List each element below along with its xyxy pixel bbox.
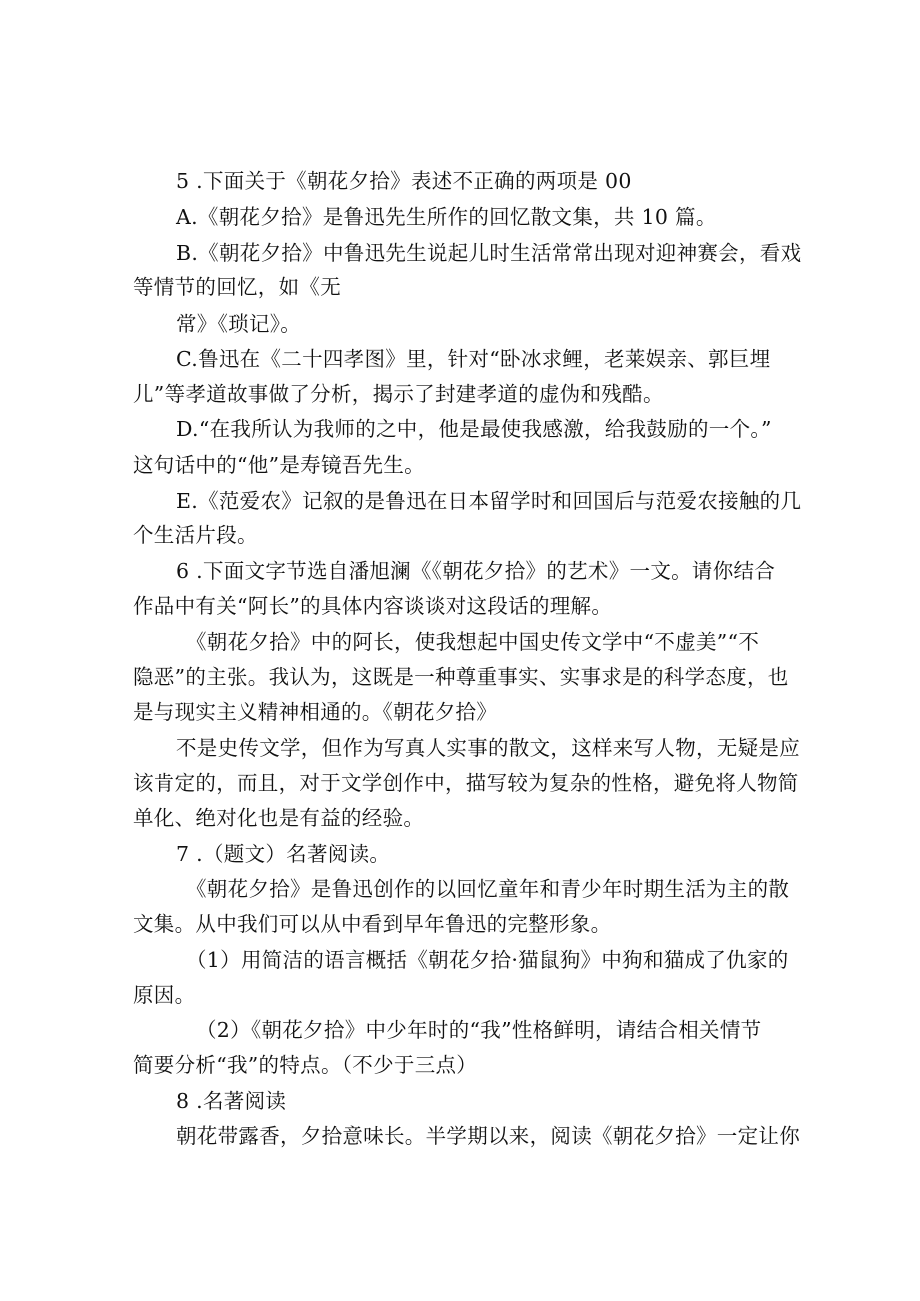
quote-paragraph-cont: 不是史传文学，但作为写真人实事的散文，这样来写人物，无疑是应 [176,736,800,760]
option-d-text: D.“在我所认为我师的之中，他是最使我感激，给我鼓励的一个。” [176,417,772,441]
sub-question-2-cont: 简要分析“我”的特点。（不少于三点） [133,1053,478,1077]
option-e-text-cont: 个生活片段。 [133,523,258,547]
quote-paragraph: 《朝花夕拾》中的阿长，使我想起中国史传文学中“不虚美”“不 [186,630,760,654]
question-7-stem: 7 .（题文）名著阅读。 [176,842,391,866]
question-6-stem-cont: 作品中有关“阿长”的具体内容谈谈对这段话的理解。 [133,594,613,618]
question-7-intro: 《朝花夕拾》是鲁迅创作的以回忆童年和青少年时期生活为主的散 [186,877,790,901]
option-c-text-cont: 儿”等孝道故事做了分析，揭示了封建孝道的虚伪和残酷。 [133,382,664,406]
quote-paragraph-cont: 该肯定的，而且，对于文学创作中，描写较为复杂的性格，避免将人物简 [133,771,799,795]
question-8-stem: 8 .名著阅读 [176,1089,287,1113]
option-b-text-cont: 常》《琐记》。 [176,312,302,336]
option-b-text-cont: 等情节的回忆，如《无 [133,275,341,299]
sub-question-1-cont: 原因。 [133,983,196,1007]
question-7-intro-cont: 文集。从中我们可以从中看到早年鲁迅的完整形象。 [133,912,612,936]
quote-paragraph-cont: 隐恶”的主张。我认为，这既是一种尊重事实、实事求是的科学态度，也 [133,665,789,689]
quote-paragraph-cont: 单化、绝对化也是有益的经验。 [133,806,425,830]
option-b-text: B.《朝花夕拾》中鲁迅先生说起儿时生活常常出现对迎神赛会，看戏 [176,241,802,265]
question-5-stem: 5 .下面关于《朝花夕拾》表述不正确的两项是 00 [176,169,632,193]
option-d-text-cont: 这句话中的“他”是寿镜吾先生。 [133,453,425,477]
question-8-intro: 朝花带露香，夕拾意味长。半学期以来，阅读《朝花夕拾》一定让你 [176,1124,800,1148]
option-c-text: C.鲁迅在《二十四孝图》里，针对“卧冰求鲤，老莱娱亲、郭巨埋 [176,347,771,371]
quote-paragraph-cont: 是与现实主义精神相通的。《朝花夕拾》 [133,700,498,724]
sub-question-2: （2）《朝花夕拾》中少年时的“我”性格鲜明，请结合相关情节 [196,1018,762,1042]
option-e-text: E.《范爱农》记叙的是鲁迅在日本留学时和回国后与范爱农接触的几 [176,489,802,513]
sub-question-1: （1）用简洁的语言概括《朝花夕拾·猫鼠狗》中狗和猫成了仇家的 [186,948,789,972]
question-6-stem: 6 .下面文字节选自潘旭澜《《朝花夕拾》的艺术》一文。请你结合 [176,559,776,583]
option-a-text: A.《朝花夕拾》是鲁迅先生所作的回忆散文集，共 10 篇。 [176,205,717,229]
